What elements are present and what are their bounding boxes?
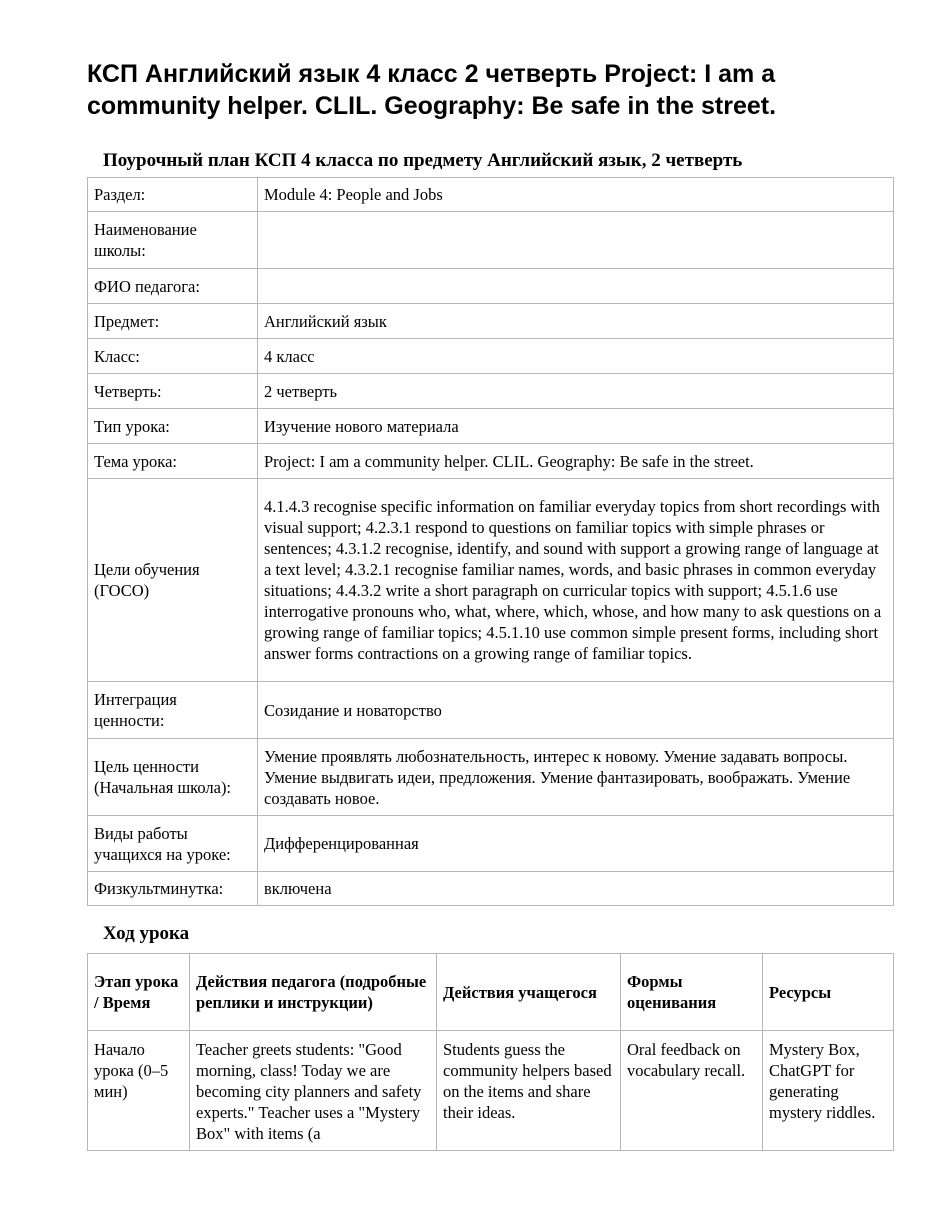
lesson-info-table <box>87 177 894 906</box>
row-label: Физкультминутка: <box>88 872 258 906</box>
row-label: ФИО педагога: <box>88 269 258 304</box>
row-value: Изучение нового материала <box>258 409 894 444</box>
row-value <box>258 269 894 304</box>
column-header-resources: Ресурсы <box>763 954 894 1031</box>
row-value <box>258 212 894 269</box>
row-label: Тип урока: <box>88 409 258 444</box>
row-label: Четверть: <box>88 374 258 409</box>
row-label: Тема урока: <box>88 444 258 479</box>
cell-assessment: Oral feedback on vocabulary recall. <box>621 1031 763 1151</box>
table-row <box>88 816 894 872</box>
row-label: Класс: <box>88 339 258 374</box>
table-row <box>88 178 894 212</box>
row-value: 4 класс <box>258 339 894 374</box>
row-label: Интеграция ценности: <box>88 682 258 739</box>
row-value: включена <box>258 872 894 906</box>
table-row <box>88 682 894 739</box>
row-value: Project: I am a community helper. CLIL. Geography: Be safe in the street. <box>258 444 894 479</box>
document-page <box>87 58 893 1151</box>
row-label: Цели обучения (ГОСО) <box>88 479 258 682</box>
cell-student-actions: Students guess the community helpers based on the items and share their ideas. <box>437 1031 621 1151</box>
table-row <box>88 339 894 374</box>
row-value: Английский язык <box>258 304 894 339</box>
row-value: Созидание и новаторство <box>258 682 894 739</box>
table-row <box>88 444 894 479</box>
table-row <box>88 1031 894 1151</box>
table-row <box>88 409 894 444</box>
column-header-assessment: Формы оценивания <box>621 954 763 1031</box>
row-label: Предмет: <box>88 304 258 339</box>
table-header-row <box>88 954 894 1031</box>
document-title: КСП Английский язык 4 класс 2 четверть Project: I am a community helper. CLIL. Geography: Be safe in the street. <box>87 60 777 120</box>
table-row <box>88 269 894 304</box>
plan-heading: Поурочный план КСП 4 класса по предмету Английский язык, 2 четверть <box>103 150 743 171</box>
course-heading: Ход урока <box>103 923 190 944</box>
cell-resources: Mystery Box, ChatGPT for generating mystery riddles. <box>763 1031 894 1151</box>
lesson-course-table <box>87 953 894 1151</box>
row-value: 4.1.4.3 recognise specific information on familiar everyday topics from short recordings with visual support; 4.2.3.1 respond to questions on familiar topics with simple phrases or sentences; 4.3.1.2 recognise, identify, and sound with support a growing range of language at a text level; 4.3.2.1 recognise familiar names, words, and basic phrases in common everyday situations; 4.4.3.2 write a short paragraph on curricular topics with support; 4.5.1.6 use interrogative pronouns who, what, where, which, whose, and how many to ask questions on a growing range of familiar topics; 4.5.1.10 use common simple present forms, including short answer forms contractions on a growing range of familiar topics. <box>258 479 894 682</box>
table-row <box>88 374 894 409</box>
row-label: Виды работы учащихся на уроке: <box>88 816 258 872</box>
column-header-teacher-actions: Действия педагога (подробные реплики и инструкции) <box>190 954 437 1031</box>
table-row <box>88 479 894 682</box>
column-header-student-actions: Действия учащегося <box>437 954 621 1031</box>
row-value: Module 4: People and Jobs <box>258 178 894 212</box>
table-row <box>88 739 894 816</box>
table-row <box>88 872 894 906</box>
cell-teacher-actions: Teacher greets students: "Good morning, class! Today we are becoming city planners and safety experts." Teacher uses a "Mystery Box" with items (a <box>190 1031 437 1151</box>
table-row <box>88 212 894 269</box>
table-row <box>88 304 894 339</box>
row-label: Цель ценности (Начальная школа): <box>88 739 258 816</box>
column-header-stage: Этап урока / Время <box>88 954 190 1031</box>
row-label: Раздел: <box>88 178 258 212</box>
cell-stage: Начало урока (0–5 мин) <box>88 1031 190 1151</box>
row-label: Наименование школы: <box>88 212 258 269</box>
row-value: Умение проявлять любознательность, интерес к новому. Умение задавать вопросы. Умение выдвигать идеи, предложения. Умение фантазировать, воображать. Умение создавать новое. <box>258 739 894 816</box>
row-value: 2 четверть <box>258 374 894 409</box>
row-value: Дифференцированная <box>258 816 894 872</box>
